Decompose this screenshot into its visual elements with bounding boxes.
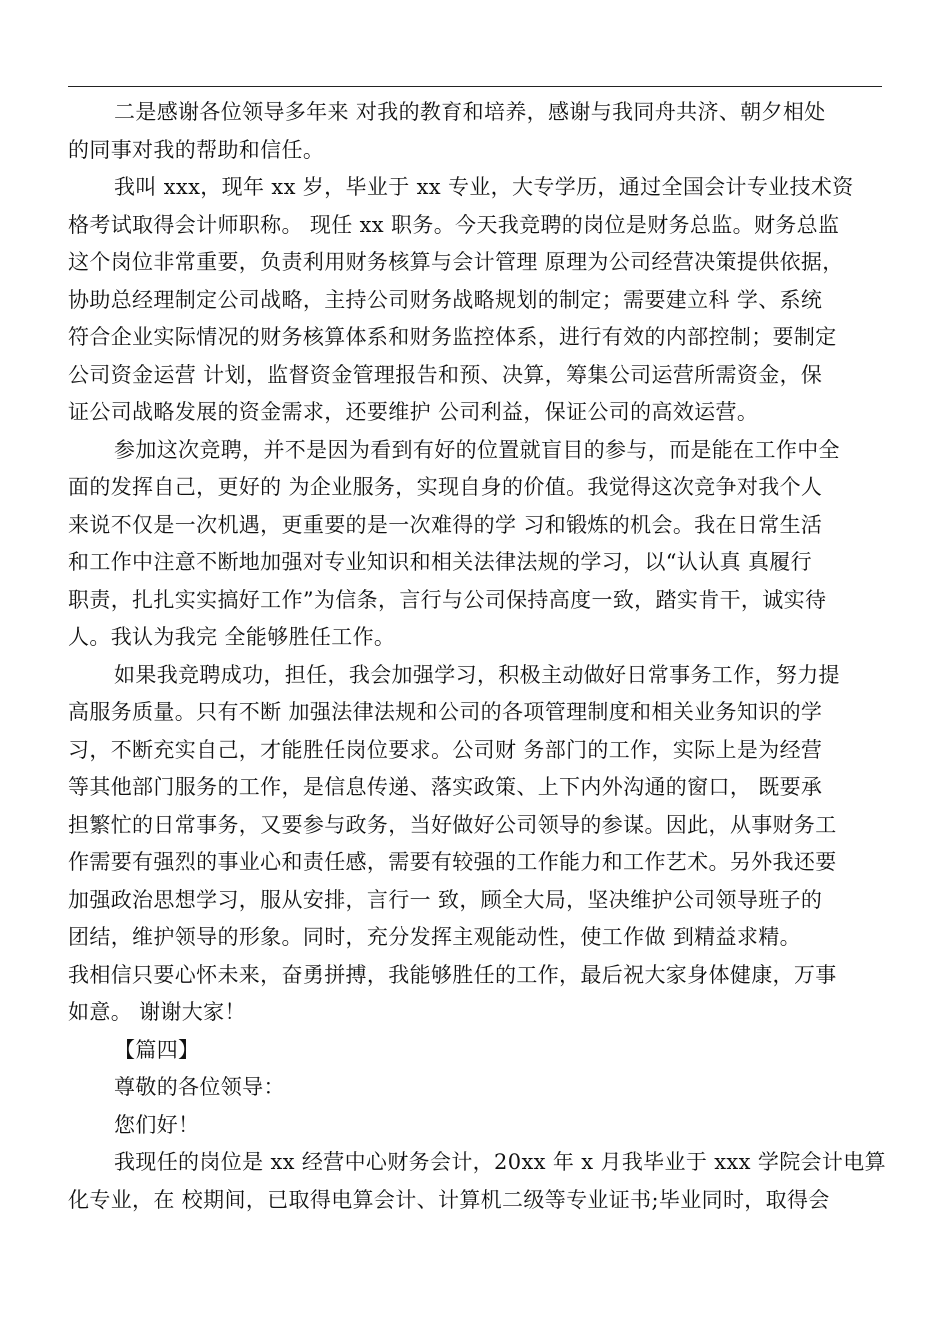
text-line: 作需要有强烈的事业心和责任感，需要有较强的工作能力和工作艺术。另外我还要 — [68, 850, 837, 874]
document-body — [68, 94, 886, 1219]
header-rule — [68, 86, 882, 87]
text-line: 高服务质量。只有不断 加强法律法规和公司的各项管理制度和相关业务知识的学 — [68, 700, 823, 724]
text-line: 【篇四】 — [114, 1037, 200, 1062]
text-line: 担繁忙的日常事务，又要参与政务，当好做好公司领导的参谋。因此，从事财务工 — [68, 812, 837, 837]
text-line: 和工作中注意不断地加强对专业知识和相关法律法规的学习，以“认认真 真履行 — [68, 550, 813, 574]
text-line: 参加这次竞聘，并不是因为看到有好的位置就盲目的参与，而是能在工作中全 — [114, 437, 840, 462]
text-line: 我相信只要心怀未来，奋勇拼搏，我能够胜任的工作，最后祝大家身体健康，万事 — [68, 962, 837, 987]
text-line: 等其他部门服务的工作，是信息传递、落实政策、上下内外沟通的窗口， 既要承 — [68, 775, 823, 799]
text-line: 证公司战略发展的资金需求，还要维护 公司利益，保证公司的高效运营。 — [68, 400, 759, 424]
text-line: 公司资金运营 计划，监督资金管理报告和预、决算，筹集公司运营所需资金，保 — [68, 362, 823, 387]
text-line: 如意。 谢谢大家！ — [68, 1000, 246, 1024]
text-line: 格考试取得会计师职称。 现任 xx 职务。今天我竞聘的岗位是财务总监。财务总监 — [68, 212, 840, 237]
text-line: 习，不断充实自己，才能胜任岗位要求。公司财 务部门的工作，实际上是为经营 — [68, 737, 823, 762]
text-line: 尊敬的各位领导： — [114, 1075, 285, 1099]
text-line: 二是感谢各位领导多年来 对我的教育和培养，感谢与我同舟共济、朝夕相处 — [114, 100, 826, 124]
text-line: 来说不仅是一次机遇，更重要的是一次难得的学 习和锻炼的机会。我在日常生活 — [68, 512, 823, 537]
text-line: 加强政治思想学习，服从安排，言行一 致，顾全大局，坚决维护公司领导班子的 — [68, 887, 823, 912]
text-line: 符合企业实际情况的财务核算体系和财务监控体系，进行有效的内部控制；要制定 — [68, 325, 837, 349]
text-line: 人。我认为我完 全能够胜任工作。 — [68, 625, 396, 649]
text-line: 您们好！ — [114, 1112, 200, 1137]
text-line: 协助总经理制定公司战略，主持公司财务战略规划的制定；需要建立科 学、系统 — [68, 287, 823, 312]
text-line: 我叫 xxx，现年 xx 岁，毕业于 xx 专业，大专学历，通过全国会计专业技术资 — [114, 175, 854, 199]
text-line: 化专业，在 校期间，已取得电算会计、计算机二级等专业证书;毕业同时，取得会 — [68, 1187, 830, 1212]
text-line: 这个岗位非常重要，负责利用财务核算与会计管理 原理为公司经营决策提供依据， — [68, 250, 844, 274]
text-line: 面的发挥自己，更好的 为企业服务，实现自身的价值。我觉得这次竞争对我个人 — [68, 475, 823, 499]
text-line: 团结，维护领导的形象。同时，充分发挥主观能动性，使工作做 到精益求精。 — [68, 925, 801, 949]
text-line: 职责，扎扎实实搞好工作”为信条，言行与公司保持高度一致，踏实肯干，诚实待 — [68, 587, 827, 612]
text-line: 的同事对我的帮助和信任。 — [68, 137, 325, 162]
text-line: 我现任的岗位是 xx 经营中心财务会计，20xx 年 x 月我毕业于 xxx 学院会计电算 — [114, 1150, 886, 1174]
text-line: 如果我竞聘成功，担任，我会加强学习，积极主动做好日常事务工作，努力提 — [114, 662, 840, 687]
